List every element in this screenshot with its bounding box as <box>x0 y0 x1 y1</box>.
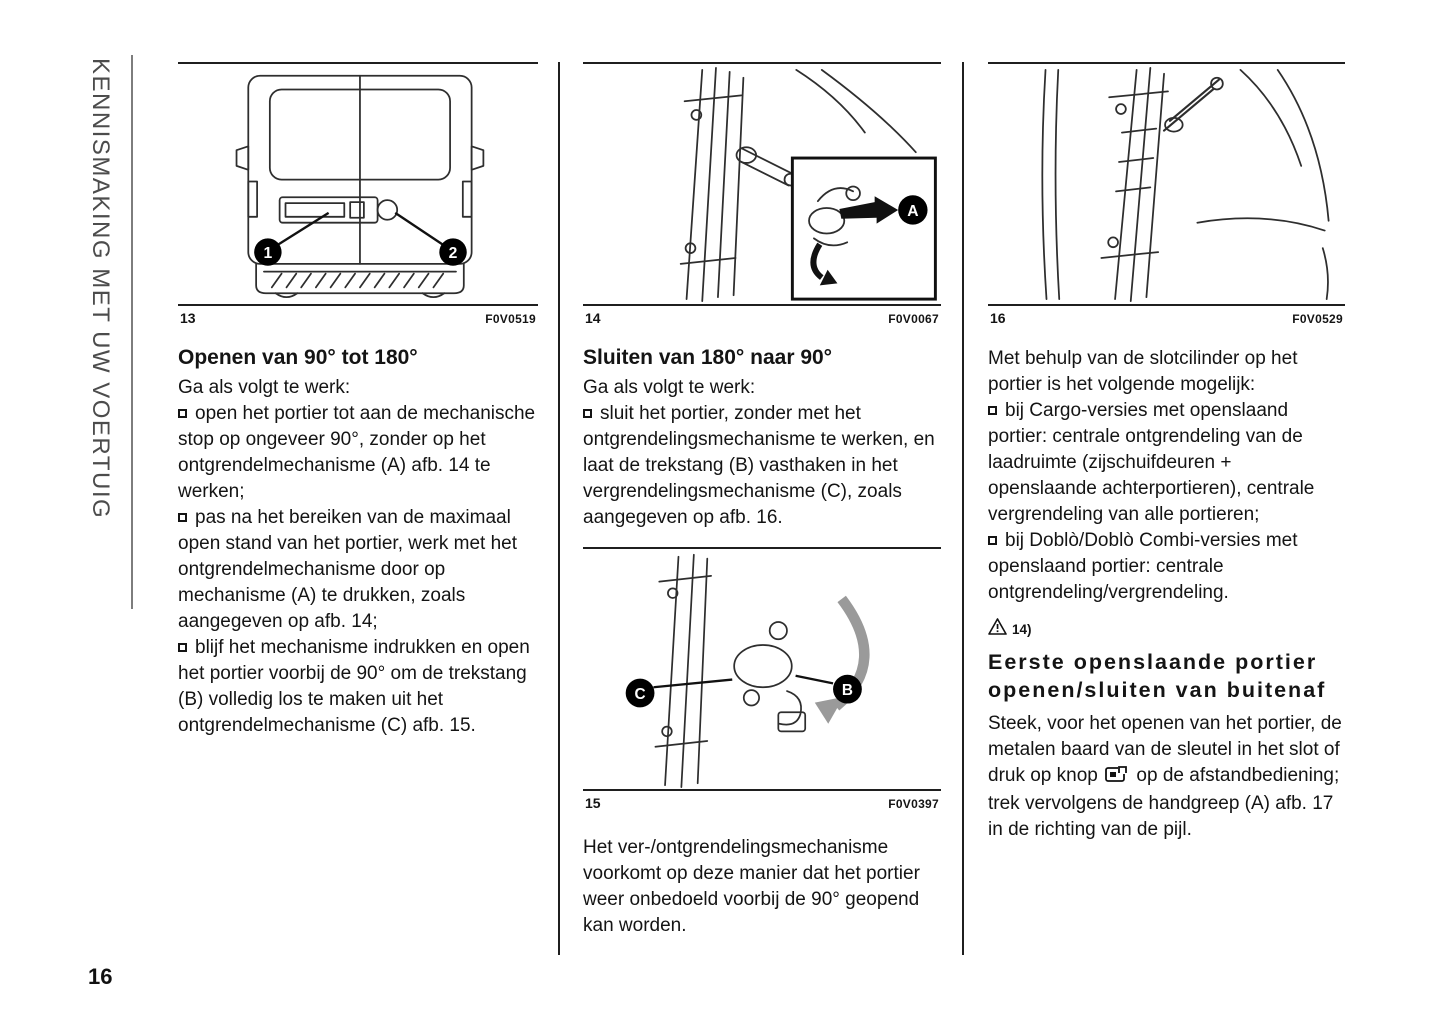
section-heading-first-door-outside: Eerste openslaande portier openen/sluiten van buitenaf <box>988 650 1327 702</box>
section-heading-close-180-90: Sluiten van 180° naar 90° <box>583 346 833 369</box>
square-bullet <box>178 409 187 418</box>
figure-13-caption <box>178 306 538 326</box>
square-bullet <box>178 513 187 522</box>
chapter-title-vertical: KENNISMAKING MET UW VOERTUIG <box>87 58 114 520</box>
section-heading-open-90-180: Openen van 90° tot 180° <box>178 346 418 369</box>
square-bullet <box>988 406 997 415</box>
column-1 <box>178 62 538 739</box>
figure-14 <box>583 62 941 326</box>
figure-number: 14 <box>585 310 601 326</box>
square-bullet <box>988 536 997 545</box>
figure-number: 13 <box>180 310 196 326</box>
figure-code: F0V0529 <box>1292 312 1343 326</box>
svg-text:C: C <box>634 685 646 703</box>
intro-text: Ga als volgt te werk: <box>178 377 351 398</box>
chapter-rule <box>131 55 133 609</box>
figure-16 <box>988 62 1345 326</box>
bullet-item <box>988 398 1345 528</box>
bullet-text: blijf het mechanisme indrukken en open het portier voorbij de 90° om de trekstang (B) volledig los te maken uit het ontgrendelmechanisme (C) afb. 15. <box>178 637 530 736</box>
intro-text: Ga als volgt te werk: <box>583 377 756 398</box>
paragraph-text-before-icon: Steek, voor het openen van het portier, de metalen baard van de sleutel in het slot of druk op knop <box>988 713 1342 786</box>
svg-text:A: A <box>907 202 919 220</box>
svg-text:1: 1 <box>263 244 273 262</box>
bullet-item <box>988 528 1345 606</box>
square-bullet <box>583 409 592 418</box>
warning-reference: 14) <box>1012 621 1032 637</box>
figure-number: 16 <box>990 310 1006 326</box>
figure-14-caption <box>583 306 941 326</box>
bullet-text: bij Cargo-versies met openslaand portier: centrale ontgrendeling van de laadruimte (zijschuifdeuren + openslaande achterportieren), centrale vergrendeling van alle portieren; <box>988 400 1315 525</box>
page-number: 16 <box>88 964 113 989</box>
outro-text: Het ver-/ontgrendelingsmechanisme voorkomt op deze manier dat het portier weer onbedoeld voorbij de 90° geopend kan worden. <box>583 837 920 936</box>
bullet-item <box>178 505 538 635</box>
svg-text:B: B <box>841 681 853 699</box>
warning-triangle-icon <box>988 618 1007 640</box>
figure-14-illustration <box>583 64 941 304</box>
figure-number: 15 <box>585 795 601 811</box>
bullet-text: open het portier tot aan de mechanische stop op ongeveer 90°, zonder op het ontgrendelmechanisme (A) afb. 14 te werken; <box>178 403 536 502</box>
warning-note <box>988 618 1345 640</box>
figure-13 <box>178 62 538 326</box>
bullet-text: bij Doblò/Doblò Combi-versies met openslaand portier: centrale ontgrendeling/vergrendeling. <box>988 530 1298 603</box>
figure-code: F0V0519 <box>485 312 536 326</box>
figure-13-illustration <box>178 64 538 304</box>
column-2 <box>583 62 941 939</box>
svg-text:2: 2 <box>448 244 458 262</box>
figure-15 <box>583 547 941 811</box>
square-bullet <box>178 643 187 652</box>
column-divider-1 <box>558 62 560 955</box>
figure-16-illustration <box>988 64 1345 304</box>
closing-paragraph <box>988 711 1345 843</box>
column-3 <box>988 62 1345 843</box>
figure-code: F0V0397 <box>888 797 939 811</box>
figure-15-caption <box>583 791 941 811</box>
figure-code: F0V0067 <box>888 312 939 326</box>
paragraph-text-after-icon: op de afstandbediening; trek vervolgens de handgreep (A) afb. 17 in de richting van de pijl. <box>988 765 1340 840</box>
figure-16-caption <box>988 306 1345 326</box>
intro-text: Met behulp van de slotcilinder op het portier is het volgende mogelijk: <box>988 348 1298 395</box>
remote-unlock-button-icon <box>1105 765 1129 791</box>
column-divider-2 <box>962 62 964 955</box>
bullet-item <box>178 635 538 739</box>
bullet-text: pas na het bereiken van de maximaal open stand van het portier, werk met het ontgrendelmechanisme door op mechanisme (A) te drukken, zoals aangegeven op afb. 14; <box>178 507 518 632</box>
bullet-item <box>583 401 941 531</box>
figure-15-illustration <box>583 549 941 789</box>
bullet-text: sluit het portier, zonder met het ontgrendelingsmechanisme te werken, en laat de trekstang (B) vasthaken in het vergrendelingsmechanisme (C), zoals aangegeven op afb. 16. <box>583 403 935 528</box>
bullet-item <box>178 401 538 505</box>
